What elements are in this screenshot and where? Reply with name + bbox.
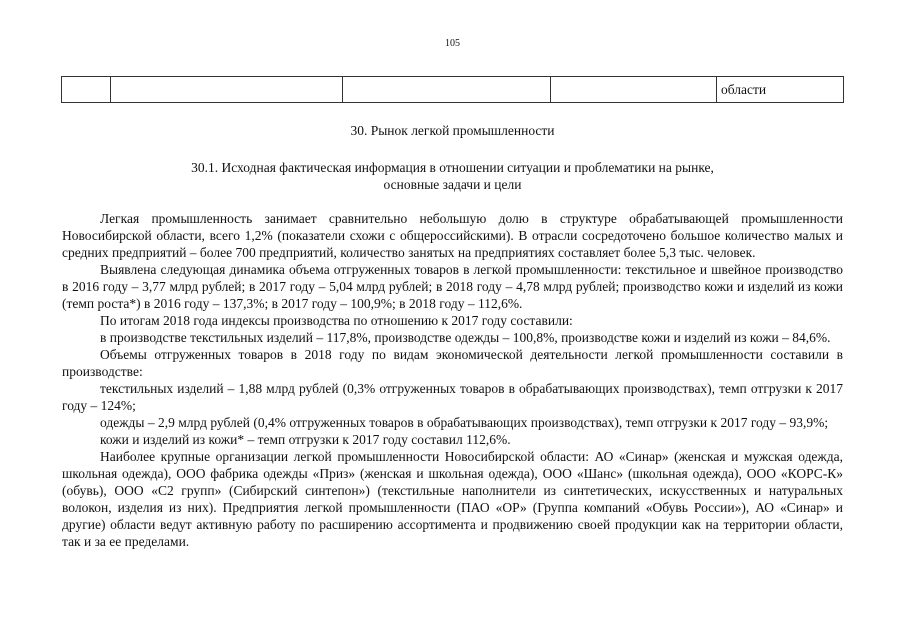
table-cell [343,77,551,103]
paragraph: Легкая промышленность занимает сравнительно небольшую долю в структуре обрабатывающей промышленности Новосибирской области, всего 1,2% (показатели схожи с общероссийскими). В отрасли сосредоточено большое количество малых и средних предприятий – более 700 предприятий, количество занятых на предприятиях составляет более 5,3 тыс. человек. [62,211,843,260]
page-number: 105 [445,38,460,49]
paragraph: в производстве текстильных изделий – 117,8%, производстве одежды – 100,8%, производстве кожи и изделий из кожи – 84,6%. [100,330,831,345]
section-title: 30. Рынок легкой промышленности [350,123,555,138]
paragraph: одежды – 2,9 млрд рублей (0,4% отгруженных товаров в обрабатывающих производствах), темп отгрузки к 2017 году – 93,9%; [100,415,829,430]
paragraph: Наиболее крупные организации легкой промышленности Новосибирской области: АО «Синар» (женская и мужская одежда, школьная одежда), ООО фабрика одежды «Приз» (женская и школьная одежда), ООО «Шанс» (школьная одежда), ООО «КОРС-К» (обувь), ООО «С2 групп» (Сибирский синтепон») (текстильные наполнители из синтетических, искусственных и натуральных волокон, изделия из них). Предприятия легкой промышленности (ПАО «ОР» (Группа компаний «Обувь России»), АО «Синар» и другие) области ведут активную работу по расширению ассортимента и продвижению своей продукции как на территории области, так и за ее пределами. [62,449,843,549]
subsection-title-line2: основные задачи и цели [383,177,522,192]
paragraph: текстильных изделий – 1,88 млрд рублей (0,3% отгруженных товаров в обрабатывающих производствах), темп отгрузки к 2017 году – 124%; [62,381,843,413]
table-cell [62,77,111,103]
body-text [62,210,843,550]
table-cell: области [717,77,844,103]
paragraph: Объемы отгруженных товаров в 2018 году по видам экономической деятельности легкой промышленности составили в производстве: [62,347,843,379]
paragraph: кожи и изделий из кожи* – темп отгрузки к 2017 году составил 112,6%. [100,432,511,447]
table-cell [111,77,343,103]
table-cell [551,77,717,103]
paragraph: Выявлена следующая динамика объема отгруженных товаров в легкой промышленности: текстильное и швейное производство в 2016 году – 3,77 млрд рублей; в 2017 году – 5,04 млрд рублей; в 2018 году – 4,78 млрд рублей; производство кожи и изделий из кожи (темп роста*) в 2016 году – 137,3%; в 2017 году – 100,9%; в 2018 году – 112,6%. [62,262,843,311]
paragraph: По итогам 2018 года индексы производства по отношению к 2017 году составили: [100,313,573,328]
table-fragment [61,76,844,103]
subsection-title-line1: 30.1. Исходная фактическая информация в отношении ситуации и проблематики на рынке, [191,160,714,175]
table-row [62,77,844,103]
